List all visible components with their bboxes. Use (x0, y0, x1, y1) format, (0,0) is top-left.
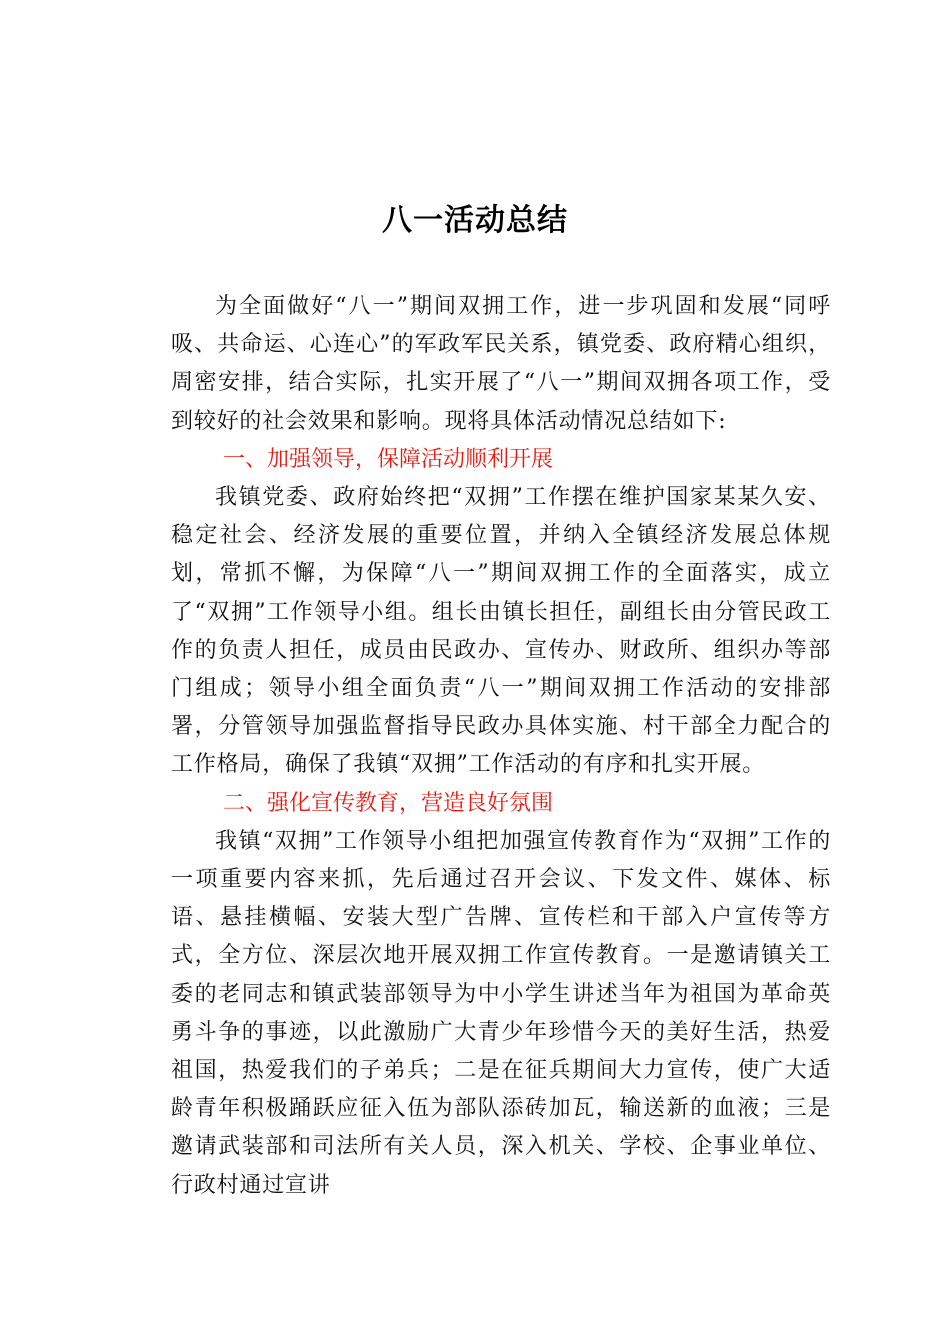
document-body (171, 288, 831, 1205)
section-2-heading: 二、强化宣传教育，营造良好氛围 (223, 790, 554, 816)
section-1-paragraph: 我镇党委、政府始终把“双拥”工作摆在维护国家某某久安、稳定社会、经济发展的重要位置，并纳入全镇经济发展总体规划，常抓不懈，为保障“八一”期间双拥工作的全面落实，成立了“双拥”工作领导小组。组长由镇长担任，副组长由分管民政工作的负责人担任，成员由民政办、宣传办、财政所、组织办等部门组成；领导小组全面负责“八一”期间双拥工作活动的安排部署，分管领导加强监督指导民政办具体实施、村干部全力配合的工作格局，确保了我镇“双拥”工作活动的有序和扎实开展。 (171, 485, 831, 778)
intro-paragraph: 为全面做好“八一”期间双拥工作，进一步巩固和发展“同呼吸、共命运、心连心”的军政军民关系，镇党委、政府精心组织，周密安排，结合实际，扎实开展了“八一”期间双拥各项工作，受到较好的社会效果和影响。现将具体活动情况总结如下: (171, 294, 831, 434)
section-2-paragraph: 我镇“双拥”工作领导小组把加强宣传教育作为“双拥”工作的一项重要内容来抓，先后通过召开会议、下发文件、媒体、标语、悬挂横幅、安装大型广告牌、宣传栏和干部入户宣传等方式，全方位、深层次地开展双拥工作宣传教育。一是邀请镇关工委的老同志和镇武装部领导为中小学生讲述当年为祖国为革命英勇斗争的事迹，以此激励广大青少年珍惜今天的美好生活，热爱祖国，热爱我们的子弟兵；二是在征兵期间大力宣传，使广大适龄青年积极踊跃应征入伍为部队添砖加瓦，输送新的血液；三是邀请武装部和司法所有关人员，深入机关、学校、企事业单位、行政村通过宣讲 (171, 828, 831, 1198)
document-title: 八一活动总结 (382, 203, 568, 238)
section-1-heading: 一、加强领导，保障活动顺利开展 (223, 446, 554, 472)
